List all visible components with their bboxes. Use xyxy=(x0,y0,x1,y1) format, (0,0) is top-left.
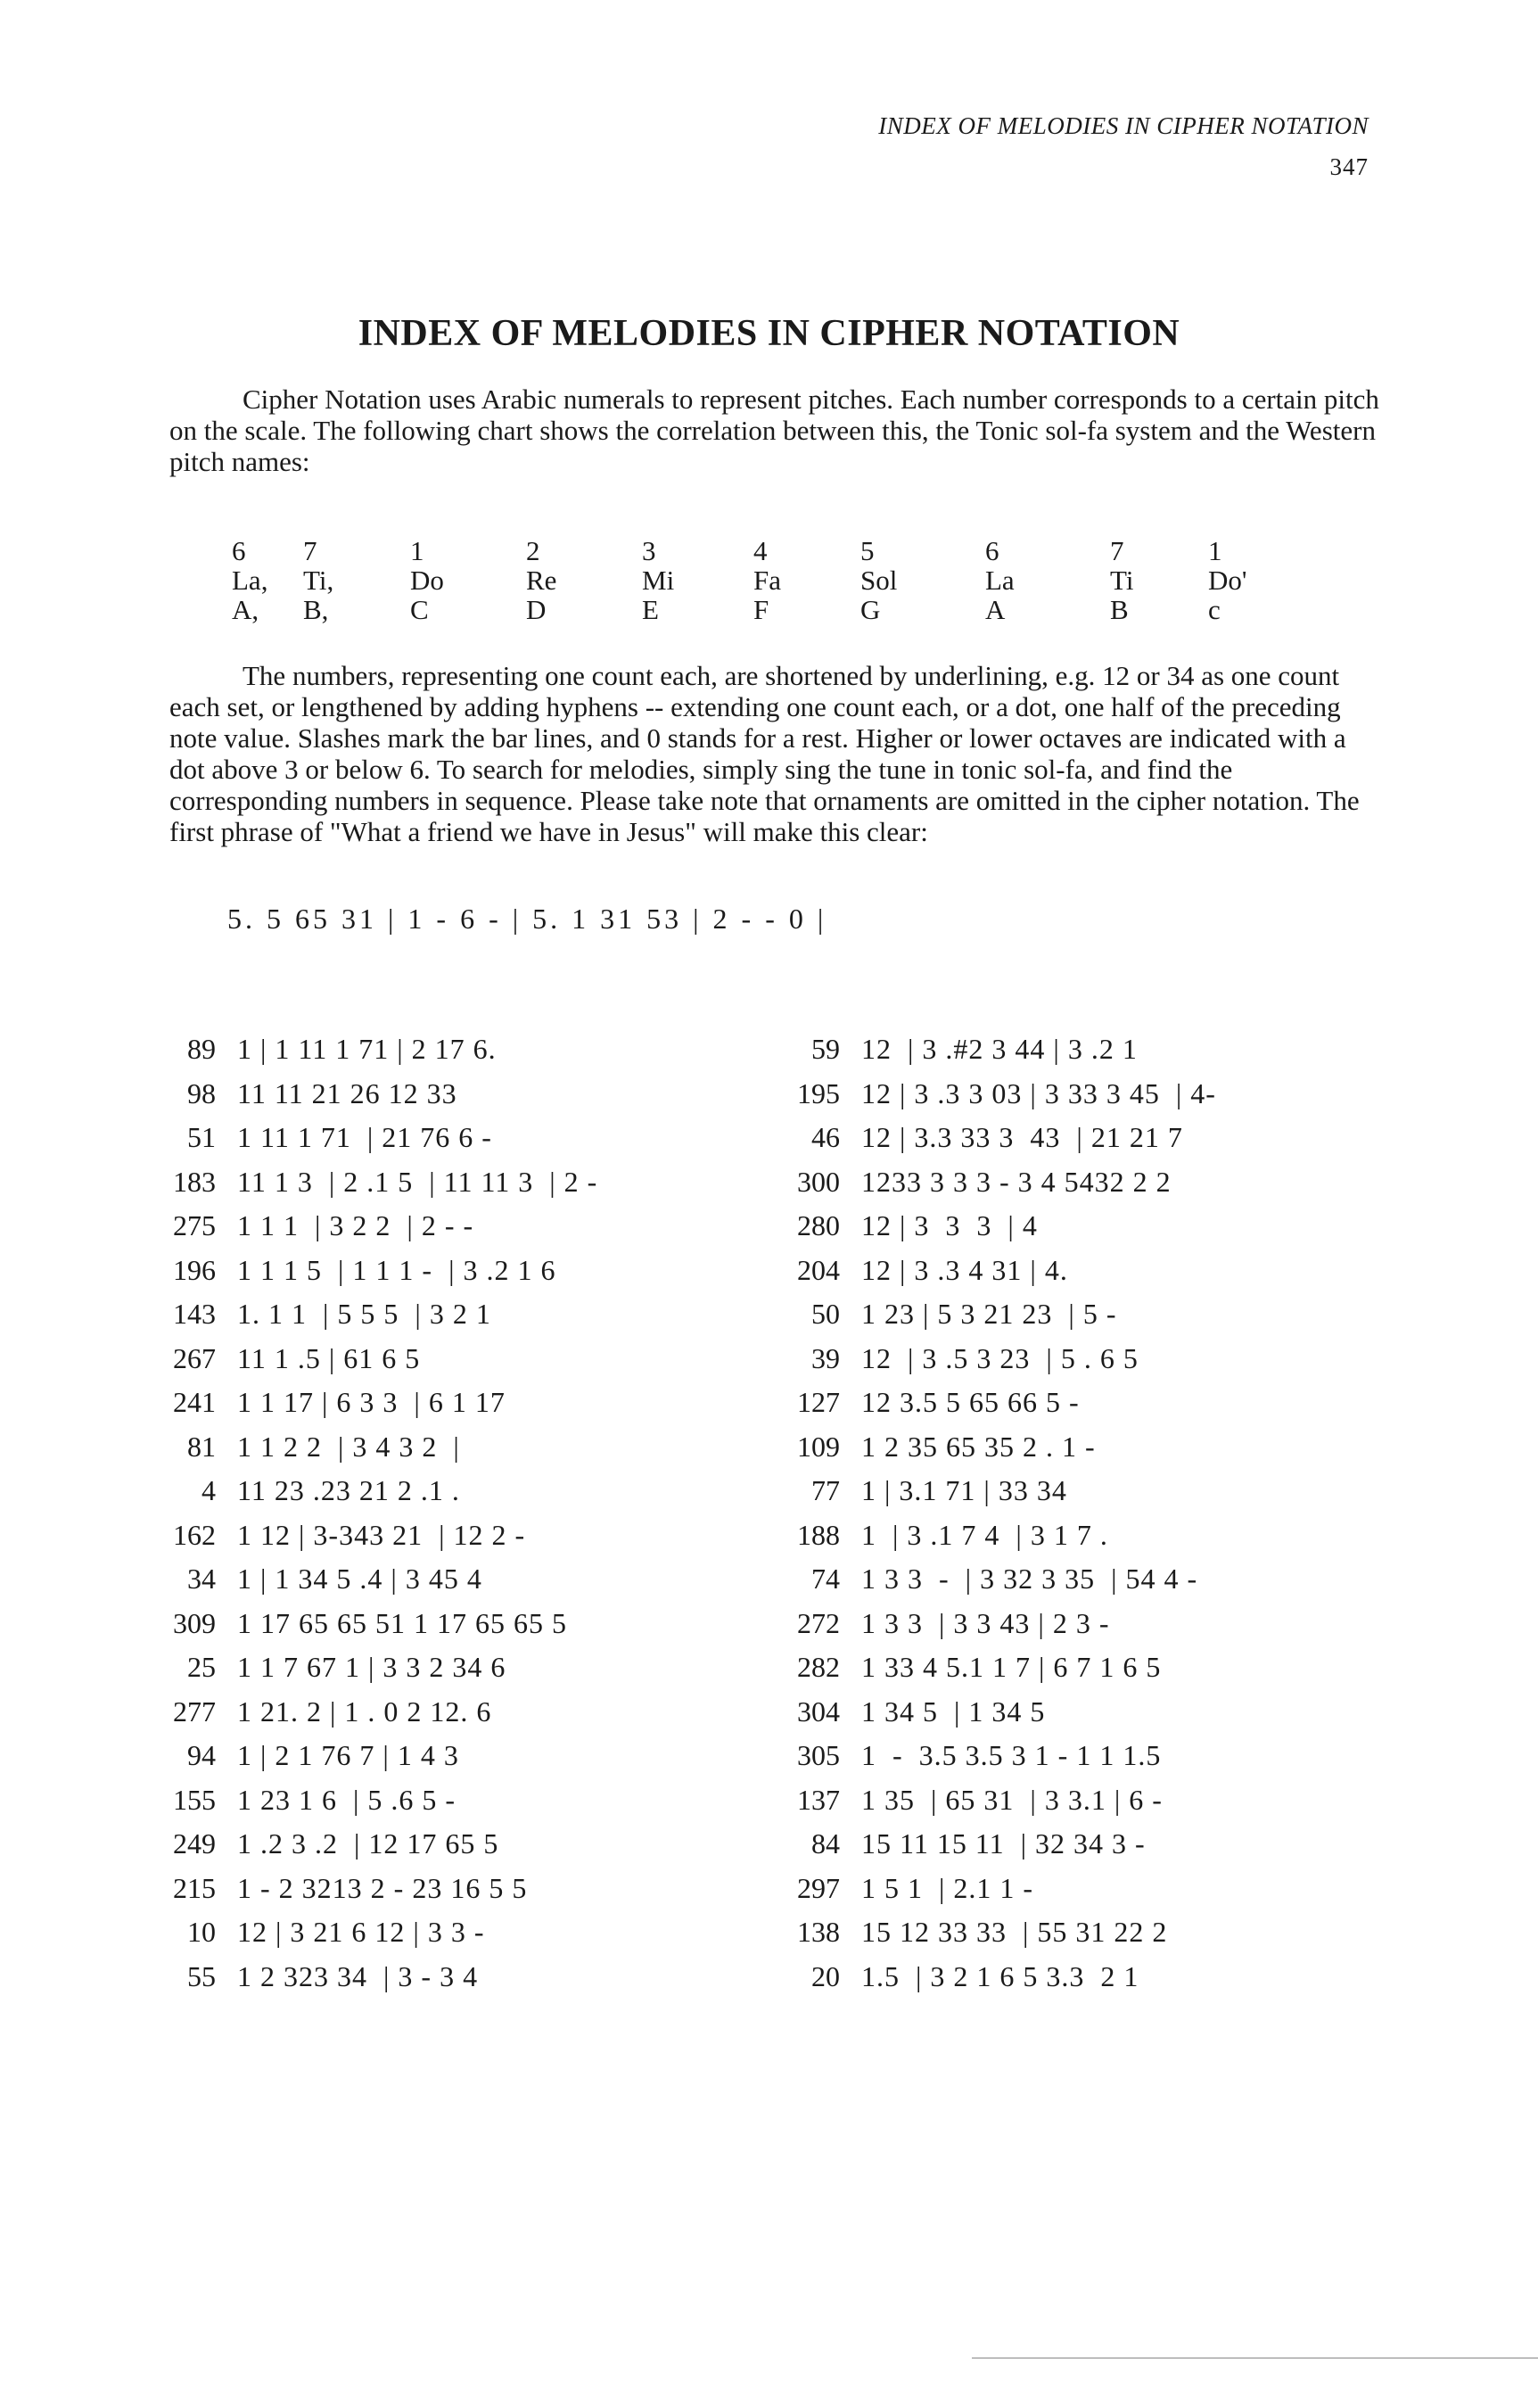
melody-number: 46 xyxy=(811,1121,840,1153)
explanation-paragraph: The numbers, representing one count each, are shortened by underlining, e.g. 12 or 34 as one count each set, or lengthened by adding hyphens -- extending one count each, or a dot, one half of the preceding note value. Slashes mark the bar lines, and 0 stands for a rest. Higher or lower octaves are indicated with a dot above 3 or below 6. To search for melodies, simply sing the tune in tonic sol-fa, and find the corresponding numbers in sequence. Please take note that ornaments are omitted in the cipher notation. The first phrase of "What a friend we have in Jesus" will make this clear: xyxy=(169,660,1360,847)
melody-number: 155 xyxy=(173,1783,216,1816)
melody-number: 127 xyxy=(797,1386,840,1418)
melody-row xyxy=(785,1166,1216,1210)
melody-row xyxy=(785,1033,1216,1077)
melody-notes: 15 11 15 11 | 32 34 3 - xyxy=(861,1827,1146,1860)
melody-number: 10 xyxy=(187,1916,216,1948)
scale-solfa-10: Do' xyxy=(1208,565,1247,596)
melody-row xyxy=(785,1386,1216,1431)
melody-notes: 1 - 3.5 3.5 3 1 - 1 1 1.5 xyxy=(861,1739,1162,1771)
running-head: INDEX OF MELODIES IN CIPHER NOTATION xyxy=(878,112,1369,139)
melody-notes: 1 12 | 3-343 21 | 12 2 - xyxy=(237,1518,526,1551)
melody-row xyxy=(160,1474,597,1519)
melody-number: 51 xyxy=(187,1121,216,1153)
scale-solfa-3: Do xyxy=(410,565,444,596)
melody-row xyxy=(160,1784,597,1828)
melody-number: 195 xyxy=(797,1076,840,1109)
melody-row xyxy=(160,1431,597,1475)
melody-row xyxy=(785,1960,1216,2005)
melody-notes: 12 3.5 5 65 66 5 - xyxy=(861,1386,1080,1418)
melody-notes: 12 | 3.3 33 3 43 | 21 21 7 xyxy=(861,1121,1183,1153)
melody-row xyxy=(160,1651,597,1695)
scale-number-5: 3 xyxy=(642,535,656,566)
melody-column-left xyxy=(160,1033,597,2004)
melody-row xyxy=(160,1033,597,1077)
melody-number: 50 xyxy=(811,1298,840,1330)
melody-number: 272 xyxy=(797,1606,840,1639)
melody-number: 98 xyxy=(187,1076,216,1109)
melody-row xyxy=(785,1695,1216,1740)
melody-number: 39 xyxy=(811,1341,840,1374)
melody-number: 59 xyxy=(811,1033,840,1065)
melody-notes: 12 | 3 .3 3 03 | 3 33 3 45 | 4- xyxy=(861,1076,1216,1109)
scale-number-3: 1 xyxy=(410,535,424,566)
melody-row xyxy=(785,1651,1216,1695)
melody-number: 300 xyxy=(797,1165,840,1198)
melody-notes: 1 | 3 .1 7 4 | 3 1 7 . xyxy=(861,1518,1108,1551)
melody-notes: 1 3 3 - | 3 32 3 35 | 54 4 - xyxy=(861,1563,1198,1595)
melody-notes: 1 5 1 | 2.1 1 - xyxy=(861,1871,1034,1904)
scale-pitch-7: G xyxy=(860,594,881,625)
melody-notes: 1 1 1 | 3 2 2 | 2 - - xyxy=(237,1209,474,1241)
scale-pitch-4: D xyxy=(526,594,547,625)
melody-number: 241 xyxy=(173,1386,216,1418)
scale-solfa-9: Ti xyxy=(1110,565,1134,596)
scale-pitch-6: F xyxy=(753,594,769,625)
melody-row xyxy=(785,1121,1216,1166)
melody-number: 81 xyxy=(187,1430,216,1463)
melody-notes: 1 1 7 67 1 | 3 3 2 34 6 xyxy=(237,1651,506,1683)
melody-notes: 11 11 21 26 12 33 xyxy=(237,1076,457,1109)
melody-row xyxy=(160,1077,597,1122)
melody-row xyxy=(160,1695,597,1740)
melody-row xyxy=(785,1474,1216,1519)
melody-number: 74 xyxy=(811,1563,840,1595)
melody-notes: 12 | 3 3 3 | 4 xyxy=(861,1209,1038,1241)
scale-solfa-8: La xyxy=(985,565,1015,596)
melody-row xyxy=(160,1166,597,1210)
melody-notes: 12 | 3 .3 4 31 | 4. xyxy=(861,1253,1068,1286)
melody-notes: 1 35 | 65 31 | 3 3.1 | 6 - xyxy=(861,1783,1163,1816)
melody-notes: 1. 1 1 | 5 5 5 | 3 2 1 xyxy=(237,1298,491,1330)
melody-row xyxy=(160,1916,597,1960)
melody-number: 275 xyxy=(173,1209,216,1241)
melody-row xyxy=(160,1607,597,1652)
melody-notes: 1 34 5 | 1 34 5 xyxy=(861,1695,1046,1728)
melody-row xyxy=(785,1739,1216,1784)
melody-number: 204 xyxy=(797,1253,840,1286)
melody-row xyxy=(160,1563,597,1607)
scale-solfa-4: Re xyxy=(526,565,557,596)
scale-number-7: 5 xyxy=(860,535,875,566)
scale-number-1: 6 xyxy=(232,535,246,566)
melody-number: 282 xyxy=(797,1651,840,1683)
melody-row xyxy=(785,1519,1216,1563)
melody-row xyxy=(785,1254,1216,1299)
scale-number-6: 4 xyxy=(753,535,768,566)
melody-number: 138 xyxy=(797,1916,840,1948)
scale-number-10: 1 xyxy=(1208,535,1222,566)
melody-number: 297 xyxy=(797,1871,840,1904)
melody-number: 55 xyxy=(187,1959,216,1992)
melody-number: 109 xyxy=(797,1430,840,1463)
page-title: INDEX OF MELODIES IN CIPHER NOTATION xyxy=(358,313,1180,354)
melody-row xyxy=(160,1519,597,1563)
intro-paragraph: Cipher Notation uses Arabic numerals to represent pitches. Each number corresponds to a certain pitch on the scale. The following chart shows the correlation between this, the Tonic sol-fa system and the Western pitch names: xyxy=(169,383,1379,477)
melody-notes: 1 11 1 71 | 21 76 6 - xyxy=(237,1121,492,1153)
melody-notes: 1.5 | 3 2 1 6 5 3.3 2 1 xyxy=(861,1959,1139,1992)
melody-row xyxy=(785,1607,1216,1652)
melody-number: 34 xyxy=(187,1563,216,1595)
melody-row xyxy=(785,1077,1216,1122)
melody-number: 20 xyxy=(811,1959,840,1992)
scale-number-2: 7 xyxy=(303,535,317,566)
scale-solfa-2: Ti, xyxy=(303,565,334,596)
melody-number: 305 xyxy=(797,1739,840,1771)
melody-row xyxy=(785,1563,1216,1607)
melody-row xyxy=(160,1960,597,2005)
melody-row xyxy=(160,1827,597,1872)
melody-row xyxy=(785,1872,1216,1917)
melody-number: 309 xyxy=(173,1606,216,1639)
melody-notes: 1 17 65 65 51 1 17 65 65 5 xyxy=(237,1606,567,1639)
scale-pitch-1: A, xyxy=(232,594,259,625)
scale-pitch-2: B, xyxy=(303,594,329,625)
melody-notes: 1 23 1 6 | 5 .6 5 - xyxy=(237,1783,456,1816)
melody-number: 215 xyxy=(173,1871,216,1904)
melody-notes: 1 1 17 | 6 3 3 | 6 1 17 xyxy=(237,1386,506,1418)
melody-notes: 1 .2 3 .2 | 12 17 65 5 xyxy=(237,1827,499,1860)
melody-number: 304 xyxy=(797,1695,840,1728)
melody-number: 4 xyxy=(202,1474,216,1506)
melody-row xyxy=(160,1254,597,1299)
scale-number-4: 2 xyxy=(526,535,540,566)
example-notation: 5. 5 65 31 | 1 - 6 - | 5. 1 31 53 | 2 - - 0 | xyxy=(227,903,827,935)
scale-solfa-1: La, xyxy=(232,565,268,596)
scale-number-9: 7 xyxy=(1110,535,1124,566)
melody-number: 143 xyxy=(173,1298,216,1330)
scale-solfa-6: Fa xyxy=(753,565,781,596)
melody-number: 162 xyxy=(173,1518,216,1551)
melody-notes: 11 1 3 | 2 .1 5 | 11 11 3 | 2 - xyxy=(237,1165,598,1198)
page-number: 347 xyxy=(1329,153,1369,180)
melody-number: 280 xyxy=(797,1209,840,1241)
melody-number: 137 xyxy=(797,1783,840,1816)
melody-notes: 1 2 35 65 35 2 . 1 - xyxy=(861,1430,1096,1463)
scale-pitch-10: c xyxy=(1208,594,1221,625)
melody-notes: 1 33 4 5.1 1 7 | 6 7 1 6 5 xyxy=(861,1651,1162,1683)
melody-number: 277 xyxy=(173,1695,216,1728)
melody-row xyxy=(785,1916,1216,1960)
melody-row xyxy=(160,1298,597,1342)
melody-number: 89 xyxy=(187,1033,216,1065)
melody-row xyxy=(785,1827,1216,1872)
melody-notes: 1 - 2 3213 2 - 23 16 5 5 xyxy=(237,1871,528,1904)
melody-row xyxy=(160,1872,597,1917)
melody-number: 183 xyxy=(173,1165,216,1198)
melody-notes: 12 | 3 .5 3 23 | 5 . 6 5 xyxy=(861,1341,1139,1374)
melody-row xyxy=(785,1342,1216,1387)
scale-pitch-9: B xyxy=(1110,594,1129,625)
melody-notes: 1 1 1 5 | 1 1 1 - | 3 .2 1 6 xyxy=(237,1253,556,1286)
melody-number: 94 xyxy=(187,1739,216,1771)
melody-row xyxy=(160,1386,597,1431)
melody-number: 77 xyxy=(811,1474,840,1506)
melody-notes: 1 | 1 11 1 71 | 2 17 6. xyxy=(237,1033,497,1065)
scale-solfa-7: Sol xyxy=(860,565,898,596)
melody-notes: 1 | 2 1 76 7 | 1 4 3 xyxy=(237,1739,459,1771)
melody-notes: 1 21. 2 | 1 . 0 2 12. 6 xyxy=(237,1695,492,1728)
melody-row xyxy=(785,1298,1216,1342)
melody-column-right xyxy=(785,1033,1216,2004)
melody-number: 249 xyxy=(173,1827,216,1860)
melody-number: 196 xyxy=(173,1253,216,1286)
melody-notes: 11 1 .5 | 61 6 5 xyxy=(237,1341,421,1374)
scale-number-8: 6 xyxy=(985,535,999,566)
melody-number: 25 xyxy=(187,1651,216,1683)
melody-notes: 1 2 323 34 | 3 - 3 4 xyxy=(237,1959,479,1992)
melody-row xyxy=(160,1739,597,1784)
melody-row xyxy=(160,1209,597,1254)
scale-pitch-3: C xyxy=(410,594,429,625)
melody-number: 267 xyxy=(173,1341,216,1374)
bottom-rule xyxy=(972,2357,1538,2359)
melody-notes: 1 | 3.1 71 | 33 34 xyxy=(861,1474,1067,1506)
scale-pitch-5: E xyxy=(642,594,659,625)
melody-notes: 1 23 | 5 3 21 23 | 5 - xyxy=(861,1298,1117,1330)
melody-notes: 11 23 .23 21 2 .1 . xyxy=(237,1474,460,1506)
melody-row xyxy=(785,1431,1216,1475)
melody-notes: 15 12 33 33 | 55 31 22 2 xyxy=(861,1916,1168,1948)
melody-number: 84 xyxy=(811,1827,840,1860)
melody-row xyxy=(160,1121,597,1166)
melody-notes: 1233 3 3 3 - 3 4 5432 2 2 xyxy=(861,1165,1172,1198)
melody-notes: 1 1 2 2 | 3 4 3 2 | xyxy=(237,1430,460,1463)
melody-number: 188 xyxy=(797,1518,840,1551)
melody-notes: 12 | 3 .#2 3 44 | 3 .2 1 xyxy=(861,1033,1138,1065)
melody-notes: 1 3 3 | 3 3 43 | 2 3 - xyxy=(861,1606,1110,1639)
melody-row xyxy=(785,1209,1216,1254)
melody-notes: 12 | 3 21 6 12 | 3 3 - xyxy=(237,1916,485,1948)
scale-pitch-8: A xyxy=(985,594,1006,625)
melody-row xyxy=(160,1342,597,1387)
scale-solfa-5: Mi xyxy=(642,565,675,596)
melody-notes: 1 | 1 34 5 .4 | 3 45 4 xyxy=(237,1563,482,1595)
melody-row xyxy=(785,1784,1216,1828)
